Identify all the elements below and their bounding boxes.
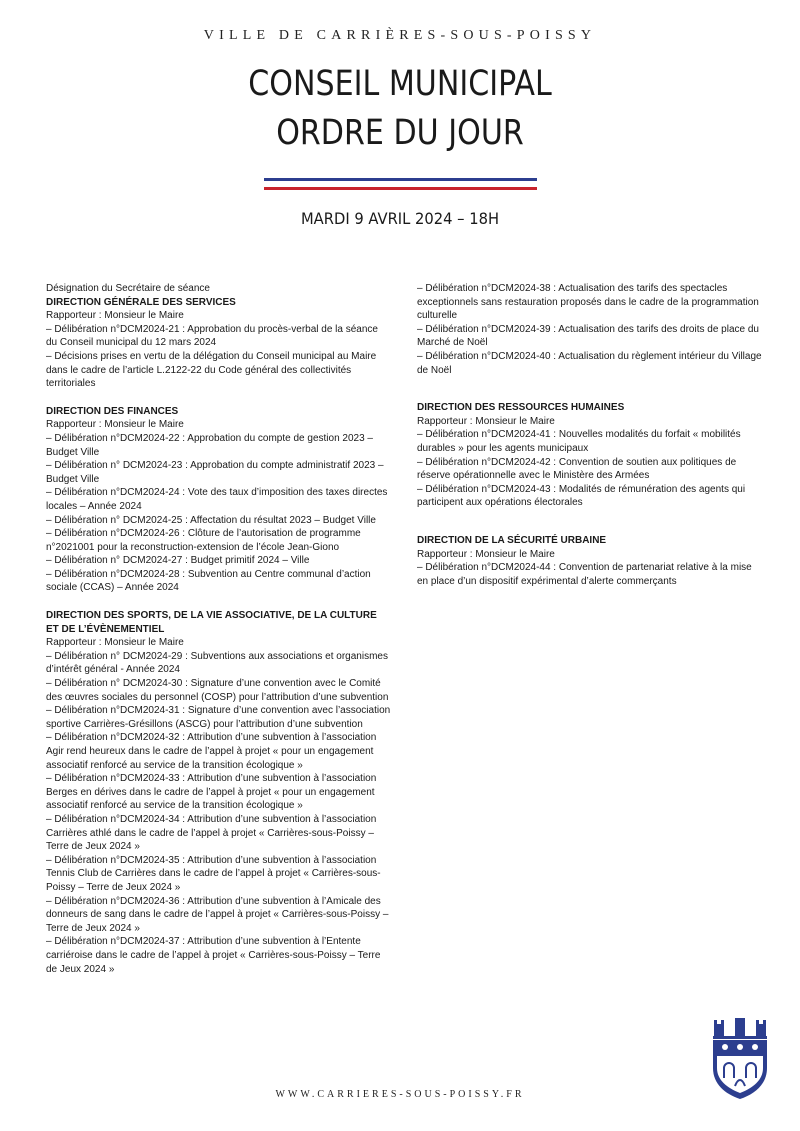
list-item: – Délibération n°DCM2024-38 : Actualisation des tarifs des spectacles exceptionnels sans restauration proposés dans le cadre de la programmation culturelle [417, 283, 759, 322]
list-item: – Délibération n°DCM2024-44 : Convention de partenariat relative à la mise en place d’un dispositif expérimental d’alerte commerçants [417, 562, 752, 587]
list-item: – Délibération n°DCM2024-39 : Actualisation des tarifs des droits de place du Marché de Noël [417, 323, 759, 349]
section-rapporteur: Rapporteur : Monsieur le Maire [46, 637, 184, 649]
list-item: – Délibération n°DCM2024-28 : Subvention au Centre communal d’action sociale (CCAS) – Année 2024 [46, 568, 371, 594]
left-column [46, 282, 391, 990]
list-item: – Délibération n° DCM2024-27 : Budget primitif 2024 – Ville [46, 555, 310, 567]
section-securite-urbaine [417, 534, 762, 588]
list-item: – Délibération n°DCM2024-40 : Actualisation du règlement intérieur du Village de Noël [417, 350, 762, 376]
flag-blue-line [264, 178, 537, 181]
tricolor-rule [264, 178, 537, 196]
right-column [417, 282, 762, 602]
section-title: DIRECTION GÉNÉRALE DES SERVICES [46, 296, 236, 308]
flag-red-line [264, 187, 537, 190]
meeting-date: MARDI 9 AVRIL 2024 – 18H [300, 209, 500, 228]
section-finances [46, 405, 391, 595]
list-item: – Délibération n°DCM2024-22 : Approbation du compte de gestion 2023 – Budget Ville [46, 432, 373, 458]
list-item: – Délibération n° DCM2024-25 : Affectation du résultat 2023 – Budget Ville [46, 514, 376, 526]
list-item: – Délibération n°DCM2024-42 : Convention de soutien aux politiques de réserve opérationnelle avec le Ministère des Armées [417, 456, 737, 482]
list-item: – Délibération n° DCM2024-23 : Approbation du compte administratif 2023 – Budget Ville [46, 460, 384, 485]
section-rapporteur: Rapporteur : Monsieur le Maire [417, 415, 555, 427]
section-rapporteur: Rapporteur : Monsieur le Maire [46, 310, 184, 322]
list-item: – Délibération n° DCM2024-29 : Subventions aux associations et organismes d’intérêt général - Année 2024 [46, 650, 388, 676]
title-line-1: CONSEIL MUNICIPAL [248, 64, 552, 104]
intro-text: Désignation du Secrétaire de séance [46, 283, 210, 294]
list-item: – Délibération n°DCM2024-34 : Attribution d’une subvention à l’association Carrières athlé dans le cadre de l’appel à projet « Carrières-sous-Poissy – Terre de Jeux 2024 » [46, 813, 377, 853]
section-dgs [46, 296, 391, 391]
list-item: – Délibération n°DCM2024-31 : Signature d’une convention avec l’association sportive Carrières-Grésillons (ASCG) pour l’attribution d’une subvention [46, 705, 391, 730]
list-item: – Délibération n°DCM2024-36 : Attribution d’une subvention à l’Amicale des donneurs de sang dans le cadre de l’appel à projet « Carrières-sous-Poissy – Terre de Jeux 2024 » [46, 895, 389, 934]
list-item: – Décisions prises en vertu de la délégation du Conseil municipal au Maire dans le cadre de l’article L.2122-22 du Code général des collectivités territoriales [46, 350, 377, 390]
section-culture-continued [417, 282, 762, 377]
list-item: – Délibération n°DCM2024-26 : Clôture de l’autorisation de programme n°2021001 pour la reconstruction-extension de l’école Jean-Giono [46, 528, 361, 553]
page-title [56, 60, 744, 158]
section-title: DIRECTION DES SPORTS, DE LA VIE ASSOCIATIVE, DE LA CULTURE ET DE L’ÉVÈNEMENTIEL [46, 610, 377, 635]
list-item: – Délibération n°DCM2024-35 : Attribution d’une subvention à l’association Tennis Club de Carrières dans le cadre de l’appel à projet « Carrières-sous-Poissy – Terre de Jeux 2024 » [46, 854, 381, 893]
list-item: – Délibération n°DCM2024-37 : Attribution d’une subvention à l’Entente carriéroise dans le cadre de l’appel à projet « Carrières-sous-Poissy – Terre de Jeux 2024 » [46, 936, 381, 975]
title-line-2: ORDRE DU JOUR [276, 113, 524, 153]
section-title: DIRECTION DE LA SÉCURITÉ URBAINE [417, 534, 607, 546]
section-rapporteur: Rapporteur : Monsieur le Maire [417, 548, 555, 560]
list-item: – Délibération n°DCM2024-24 : Vote des taux d’imposition des taxes directes locales – Année 2024 [46, 487, 388, 512]
section-sports-culture [46, 609, 391, 976]
section-title: DIRECTION DES FINANCES [46, 405, 179, 417]
city-name: VILLE DE CARRIÈRES-SOUS-POISSY [203, 28, 597, 43]
list-item: – Délibération n° DCM2024-30 : Signature d’une convention avec le Comité des œuvres sociales du personnel (COSP) pour l’attribution d’une subvention [46, 678, 389, 703]
list-item: – Délibération n°DCM2024-41 : Nouvelles modalités du forfait « mobilités durables » pour les agents municipaux [417, 429, 741, 454]
list-item: – Délibération n°DCM2024-21 : Approbation du procès-verbal de la séance du Conseil municipal du 12 mars 2024 [46, 323, 378, 349]
section-rh [417, 401, 762, 510]
list-item: – Délibération n°DCM2024-32 : Attribution d’une subvention à l’association Agir rend heureux dans le cadre de l’appel à projet « pour un engagement associatif renforcé au service de la transition écologique » [46, 732, 377, 771]
section-rapporteur: Rapporteur : Monsieur le Maire [46, 419, 184, 431]
list-item: – Délibération n°DCM2024-33 : Attribution d’une subvention à l’association Berges en dérives dans le cadre de l’appel à projet « pour un engagement associatif renforcé au service de la transition écologique » [46, 773, 377, 812]
list-item: – Délibération n°DCM2024-43 : Modalités de rémunération des agents qui participent aux opérations électorales [417, 483, 746, 509]
website-url: WWW.CARRIERES-SOUS-POISSY.FR [275, 1089, 525, 1100]
city-crest-icon [711, 1016, 769, 1100]
section-title: DIRECTION DES RESSOURCES HUMAINES [417, 402, 625, 414]
